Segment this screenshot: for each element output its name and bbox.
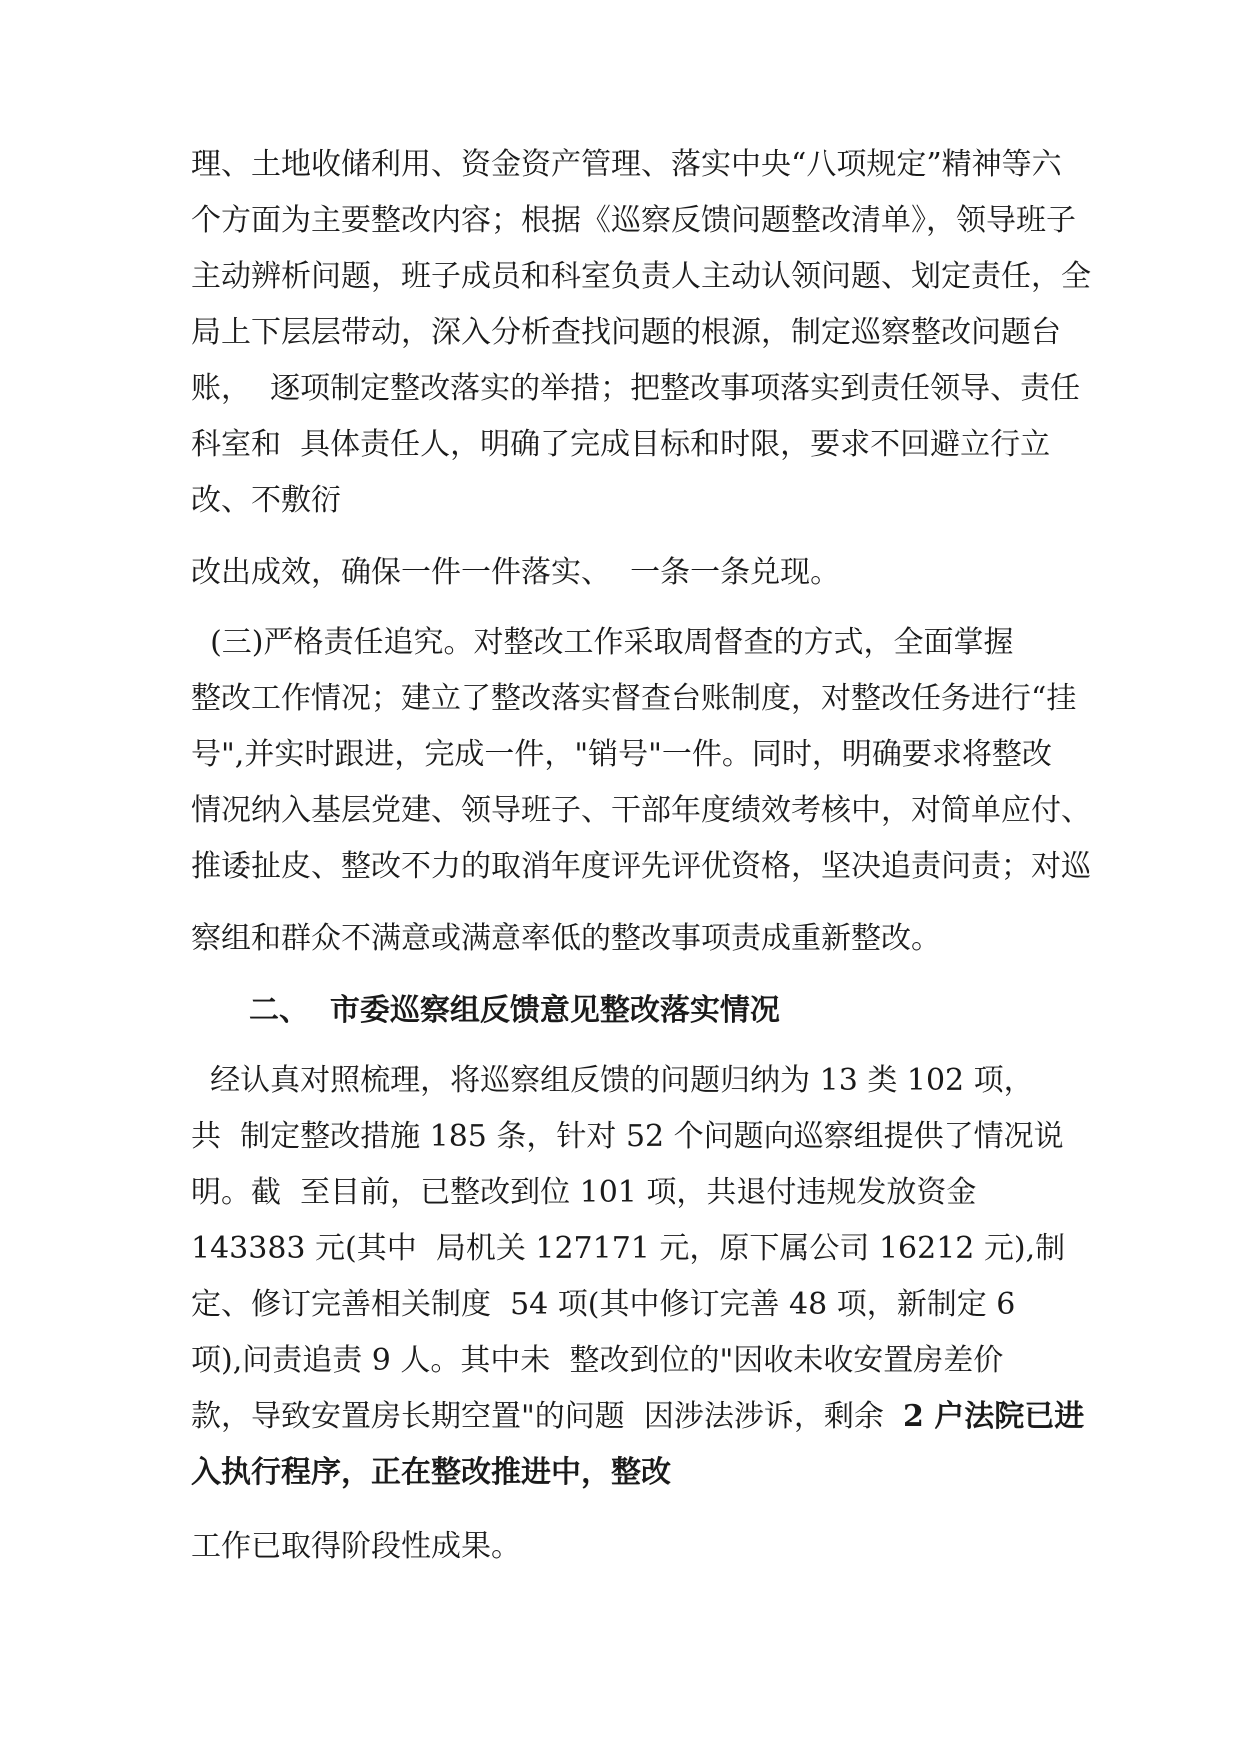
para-2-line-3: 号",并实时跟进，完成一件，"销号"一件。同时，明确要求将整改: [191, 737, 1052, 772]
para-3-line-5: 定、修订完善相关制度 54 项(其中修订完善 48 项，新制定 6: [191, 1287, 1016, 1322]
para-1-line-7: 改、不敷衍: [191, 483, 341, 518]
para-2-line-4: 情况纳入基层党建、领导班子、干部年度绩效考核中，对简单应付、: [191, 793, 1091, 828]
para-2-line-2: 整改工作情况；建立了整改落实督查台账制度，对整改任务进行“挂: [191, 681, 1077, 716]
para-2-line-6: 察组和群众不满意或满意率低的整改事项责成重新整改。: [191, 921, 941, 956]
para-1-line-8: 改出成效，确保一件一件落实、 一条一条兑现。: [191, 555, 841, 590]
para-1-line-4: 局上下层层带动，深入分析查找问题的根源，制定巡察整改问题台: [191, 315, 1061, 350]
para-2-line-5: 推诿扯皮、整改不力的取消年度评先评优资格，坚决追责问责；对巡: [191, 849, 1091, 884]
para-3-line-7: [191, 1397, 1084, 1437]
para-3-line-7-text: 款，导致安置房长期空置"的问题 因涉法涉诉，剩余: [191, 1399, 903, 1434]
para-3-line-8: 入执行程序，正在整改推进中，整改: [191, 1455, 671, 1490]
section-heading: 二、 市委巡察组反馈意见整改落实情况: [249, 993, 780, 1028]
para-1-line-6: 科室和 具体责任人，明确了完成目标和时限，要求不回避立行立: [191, 427, 1051, 462]
para-3-line-9: 工作已取得阶段性成果。: [191, 1529, 521, 1564]
para-3-line-4: 143383 元(其中 局机关 127171 元，原下属公司 16212 元),制: [191, 1231, 1066, 1266]
para-3-line-7-bold-text: 2 户法院已进: [902, 1399, 1085, 1434]
para-1-line-3: 主动辨析问题，班子成员和科室负责人主动认领问题、划定责任，全: [191, 259, 1091, 294]
para-3-line-1: 经认真对照梳理，将巡察组反馈的问题归纳为 13 类 102 项，: [191, 1063, 1034, 1098]
para-1-line-5: 账， 逐项制定整改落实的举措；把整改事项落实到责任领导、责任: [191, 371, 1081, 406]
para-3-line-3: 明。截 至目前，已整改到位 101 项，共退付违规发放资金: [191, 1175, 977, 1210]
para-3-line-6: 项),问责追责 9 人。其中未 整改到位的"因收未收安置房差价: [191, 1343, 1004, 1378]
para-2-line-1: (三)严格责任追究。对整改工作采取周督查的方式，全面掌握: [191, 625, 1014, 660]
para-1-line-2: 个方面为主要整改内容；根据《巡察反馈问题整改清单》，领导班子: [191, 203, 1076, 238]
para-3-line-2: 共 制定整改措施 185 条，针对 52 个问题向巡察组提供了情况说: [191, 1119, 1064, 1154]
para-1-line-1: 理、土地收储利用、资金资产管理、落实中央“八项规定”精神等六: [191, 147, 1062, 182]
